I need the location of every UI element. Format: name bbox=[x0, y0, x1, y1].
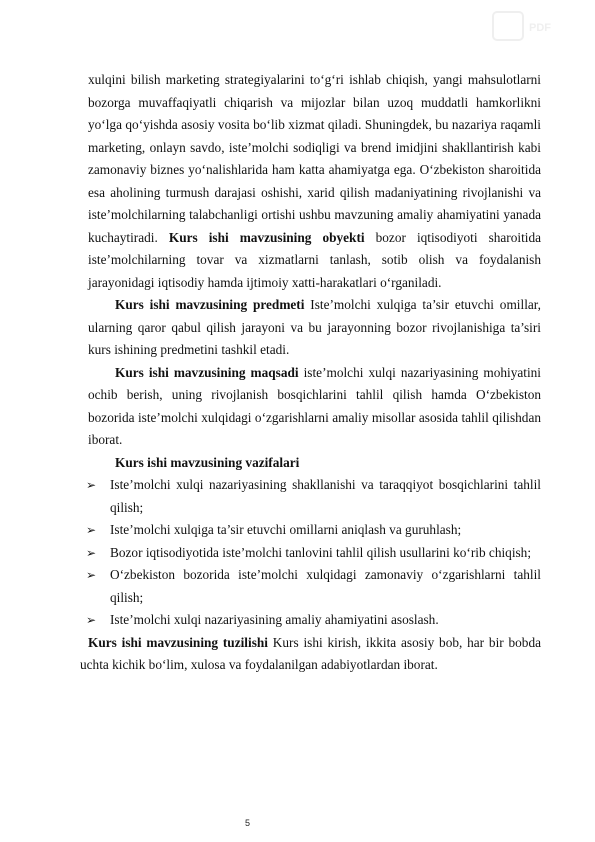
document-body bbox=[80, 69, 542, 677]
arrow-bullet-icon: ➢ bbox=[86, 568, 97, 582]
subject-label: Kurs ishi mavzusining predmeti bbox=[115, 297, 305, 312]
structure-text: Kurs ishi kirish, ikkita asosiy bob, har bir bobda uchta kichik bo‘lim, xulosa va foydalanilgan adabiyotlardan iborat. bbox=[80, 634, 541, 672]
list-item bbox=[88, 474, 541, 519]
tasks-list bbox=[88, 474, 541, 632]
arrow-bullet-icon: ➢ bbox=[86, 523, 97, 537]
goal-label: Kurs ishi mavzusining maqsadi bbox=[115, 364, 299, 380]
watermark-text: PDF bbox=[529, 22, 551, 34]
page-number: 5 bbox=[245, 818, 251, 828]
task-text: Iste’molchi xulqi nazariyasining amaliy ahamiyatini asoslash. bbox=[110, 612, 439, 627]
arrow-bullet-icon: ➢ bbox=[86, 613, 97, 627]
arrow-bullet-icon: ➢ bbox=[86, 478, 97, 492]
list-item bbox=[88, 542, 541, 565]
watermark-logo bbox=[491, 6, 587, 46]
intro-text: xulqini bilish marketing strategiyalarini to‘g‘ri ishlab chiqish, yangi mahsulotlarni bozorga muvaffaqiyatli chiqarish va mijozlar bilan uzoq muddatli hamkorlikni yo‘lga qo‘yishda asosiy vosita bo‘lib xizmat qiladi. Shuningdek, bu nazariya raqamli marketing, onlayn savdo, iste’molchi sodiqligi va brend imidjini shakllantirish kabi zamonaviy biznes yo‘nalishlarida ham katta ahamiyatga ega. O‘zbekiston sharoitida esa aholining turmush darajasi oshishi, xarid qilish madaniyatining rivojlanishi va iste’molchilarning talabchanligi ortishi ushbu mavzuning amaliy ahamiyatini yanada kuchaytiradi. bbox=[88, 72, 541, 245]
list-item bbox=[88, 564, 541, 609]
task-text: Iste’molchi xulqi nazariyasining shakllanishi va taraqqiyot bosqichlarini tahlil qilish; bbox=[110, 477, 541, 515]
task-text: O‘zbekiston bozorida iste’molchi xulqidagi zamonaviy o‘zgarishlarni tahlil qilish; bbox=[110, 567, 541, 605]
list-item bbox=[88, 519, 541, 542]
object-label: Kurs ishi mavzusining obyekti bbox=[168, 229, 365, 245]
goal-paragraph bbox=[88, 362, 541, 452]
task-text: Iste’molchi xulqiga ta’sir etuvchi omillarni aniqlash va guruhlash; bbox=[110, 522, 462, 537]
structure-paragraph bbox=[80, 632, 541, 677]
intro-paragraph bbox=[88, 69, 541, 294]
list-item bbox=[88, 609, 541, 632]
task-text: Bozor iqtisodiyotida iste’molchi tanlovini tahlil qilish usullarini ko‘rib chiqish; bbox=[110, 544, 532, 560]
arrow-bullet-icon: ➢ bbox=[86, 545, 97, 560]
goal-text: iste’molchi xulqi nazariyasining mohiyatini ochib berish, uning rivojlanish bosqichlarini tahlil qilish hamda O‘zbekiston bozorida iste’molchi xulqidagi o‘zgarishlarni amaliy misollar asosida tahlil qilishdan iborat. bbox=[88, 364, 542, 447]
structure-label: Kurs ishi mavzusining tuzilishi bbox=[88, 634, 268, 650]
subject-text: Iste’molchi xulqiga ta’sir etuvchi omillar, ularning qaror qabul qilish jarayoni va bu jarayonning bozor rivojlanishiga ta’siri kurs ishining predmetini tashkil etadi. bbox=[88, 297, 542, 357]
object-text: bozor iqtisodiyoti sharoitida iste’molchilarning tovar va xizmatlarni tanlash, sotib olish va foydalanish jarayonidagi iqtisodiy hamda ijtimoiy xatti-harakatlari o‘rganiladi. bbox=[88, 229, 542, 290]
tasks-heading: Kurs ishi mavzusining vazifalari bbox=[115, 454, 300, 470]
subject-paragraph bbox=[88, 294, 541, 362]
